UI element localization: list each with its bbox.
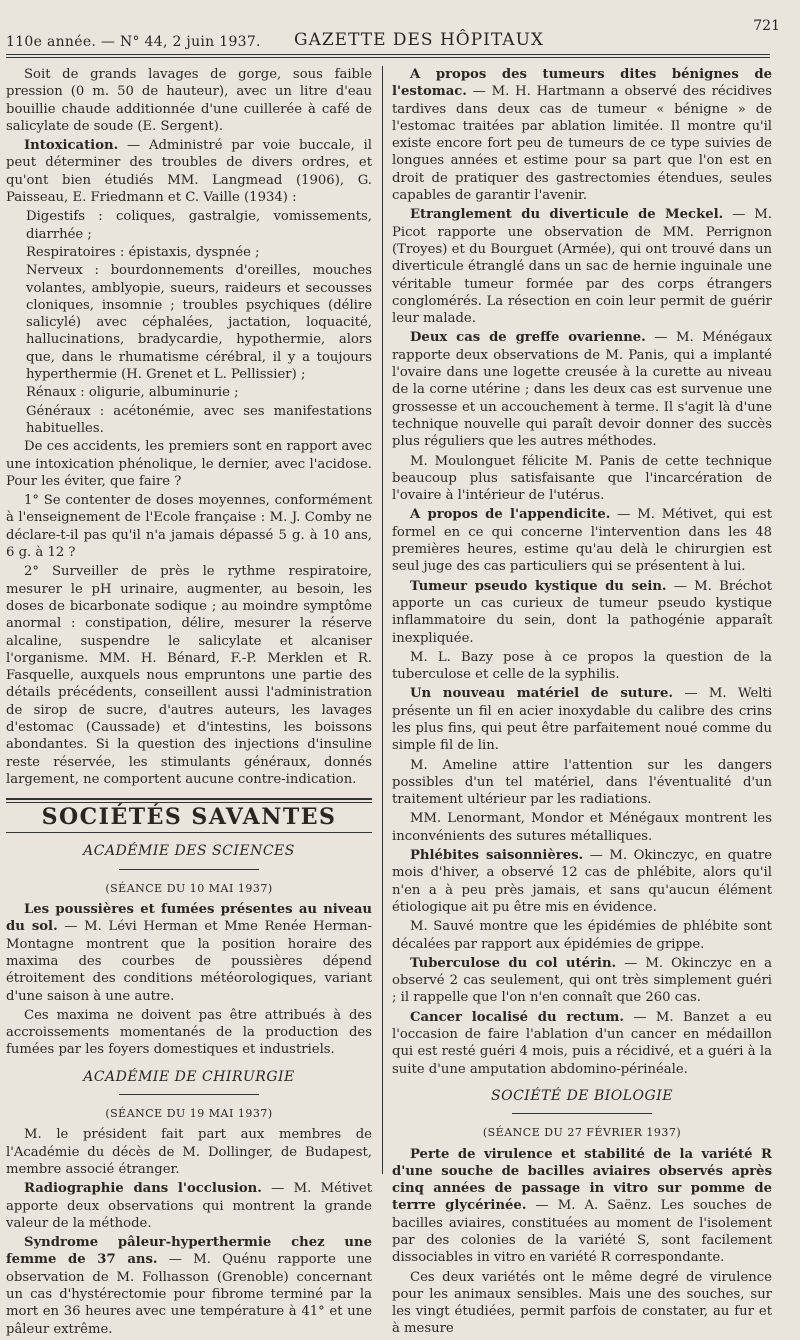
paragraph-greffe: Deux cas de greffe ovarienne. — M. Ménégaux rapporte deux observations de M. Panis, qui a implanté l'ovaire dans une logette creusée à la curette au niveau de la corne utérine ; dans les deux cas est survenue une grossesse et un accouchement à terme. Il s'agit là d'une technique nouvelle qui paraît devoir donner des succès plus réguliers que les autres méthodes. <box>392 330 772 450</box>
list-item-nerveux: Nerveux : bourdonnements d'oreilles, mouches volantes, amblyopie, sueurs, raideurs et secousses cloniques, insomnie ; troubles psychiques (délire salicylé) avec céphalées, jactation, loquacité, hallucinations, bradycardie, hypothermie, alors que, dans le rhumatisme cérébral, il y a toujours hyperthermie (H. Grenet et L. Pellissier) ; <box>26 263 372 383</box>
page-number: 721 <box>753 18 780 34</box>
session-date-sciences: (SÉANCE DU 10 MAI 1937) <box>105 881 273 895</box>
paragraph-sauve: M. Sauvé montre que les épidémies de phlébite sont décalées par rapport aux épidémies de grippe. <box>392 919 772 952</box>
paragraph-moulonguet: M. Moulonguet félicite M. Panis de cette technique beaucoup plus satisfaisante que l'incarcération de l'ovaire à l'intérieur de l'utérus. <box>392 453 772 504</box>
paragraph-tumeurs: A propos des tumeurs dites bénignes de l'estomac. — M. H. Hartmann a observé des récidives tardives dans deux cas de tumeur « bénigne » de l'estomac traitées par ablation limitée. Il montre qu'il existe encore fort peu de tumeurs de ce type suivies de longues années et estime pour sa part que l'on est en droit de pratiquer des gastrectomies étendues, seules capables de garantir l'avenir. <box>392 67 772 204</box>
paragraph-ameline: M. Ameline attire l'attention sur les dangers possibles d'un tel matériel, dans l'éventualité d'un traitement ultérieur par les radiations. <box>392 757 772 808</box>
journal-title: GAZETTE DES HÔPITAUX <box>294 30 545 50</box>
subhead-rule <box>119 869 259 870</box>
paragraph-virulence: Perte de virulence et stabilité de la variété R d'une souche de bacilles aviaires observés après cinq années de passage in vitro sur pomme de terrre glycérinée. — M. A. Saënz. Les souches de bacilles aviaires, constituées au moment de l'isolement par des colonies de la variété S, sont facilement dissociables in vitro en variété R correspondante. <box>392 1146 772 1266</box>
section-rule-bottom <box>6 832 372 833</box>
heading-tuberculose: Tuberculose du col utérin. <box>410 955 617 971</box>
page-header <box>6 18 780 58</box>
list-item-respiratoires: Respiratoires : épistaxis, dyspnée ; <box>26 244 260 260</box>
paragraph-lenormant: MM. Lenormant, Mondor et Ménégaux montrent les inconvénients des sutures métalliques. <box>392 811 772 844</box>
paragraph-maxima: Ces maxima ne doivent pas être attribués à des accroissements momentanés de la production des fumées par les foyers domestiques et industriels. <box>6 1007 372 1058</box>
heading-suture: Un nouveau matériel de suture. <box>410 686 673 702</box>
heading-tumeur-sein: Tumeur pseudo kystique du sein. <box>410 578 667 594</box>
paragraph-surveillance: 2° Surveiller de près le rythme respiratoire, mesurer le pH urinaire, augmenter, au besoin, les doses de bicarbonate sodique ; au moindre symptôme anormal : constipation, délire, mesurer la réserve alcaline, suspendre le salicylate et alcaniser l'organisme. MM. H. Bénard, F.-P. Merklen et R. Fasquelle, auxquels nous empruntons une partie des détails précédents, conseillent aussi l'administration de sirop de sucre, d'autres auteurs, les lavages d'estomac (Caussade) et d'intestins, les boissons abondantes. Si la question des injections d'insuline reste réservée, les stimulants généraux, donnés largement, ne comportent aucune contre-indication. <box>6 564 372 787</box>
issue-info: 110e année. — N° 44, 2 juin 1937. <box>6 34 261 50</box>
paragraph-bazy: M. L. Bazy pose à ce propos la question de la tuberculose et celle de la syphilis. <box>392 649 772 683</box>
paragraph-tuberculose: Tuberculose du col utérin. — M. Okinczyc en a observé 2 cas seulement, qui ont très simplement guéri ; il rappelle que l'on n'en connaît que 260 cas. <box>392 955 772 1006</box>
paragraph-suture: Un nouveau matériel de suture. — M. Welti présente un fil en acier inoxydable du calibre des crins les plus fins, qui peut être parfaitement noué comme du simple fil de lin. <box>392 686 772 754</box>
list-item-digestifs: Digestifs : coliques, gastralgie, vomissements, diarrhée ; <box>26 209 372 242</box>
heading-academie-sciences: ACADÉMIE DES SCIENCES <box>83 843 295 860</box>
session-date-biologie: (SÉANCE DU 27 FÉVRIER 1937) <box>482 1126 682 1140</box>
paragraph-meckel: Etranglement du diverticule de Meckel. — M. Picot rapporte une observation de MM. Perrignon (Troyes) et du Bourguet (Armée), qui ont trouvé dans un diverticule étranglé dans un sac de hernie inguinale une véritable tumeur formée par des corps étrangers conglomérés. La résection en coin leur permit de guérir leur malade. <box>392 207 772 327</box>
paragraph-doses: 1° Se contenter de doses moyennes, conformément à l'enseignement de l'Ecole française : M. J. Comby ne déclare-t-il pas qu'il n'a jamais dépassé 5 g. à 10 ans, 6 g. à 12 ? <box>6 493 372 561</box>
heading-syndrome: Syndrome pâleur-hyperthermie chez une femme de 37 ans. <box>6 1235 372 1268</box>
paragraph-cancer: Cancer localisé du rectum. — M. Banzet a eu l'occasion de faire l'ablation d'un cancer en médaillon qui est resté guéri 4 mois, puis a récidivé, et a guéri à la suite d'une amputation abdomino-périnéale. <box>392 1009 772 1077</box>
heading-intoxication: Intoxication. <box>24 138 119 154</box>
paragraph-accidents: De ces accidents, les premiers sont en rapport avec une intoxication phénolique, le dernier, avec l'acidose. Pour les éviter, que faire ? <box>6 439 372 489</box>
heading-societe-biologie: SOCIÉTÉ DE BIOLOGIE <box>491 1087 673 1104</box>
section-rule <box>6 798 372 800</box>
paragraph-poussieres: Les poussières et fumées présentes au niveau du sol. — M. Lévi Herman et Mme Renée Herman-Montagne montrent que la position horaire des maxima des courbes de poussières dépend étroitement des conditions météorologiques, variant d'une saison à une autre. <box>6 902 372 1004</box>
list-item-generaux: Généraux : acétonémie, avec ses manifestations habituelles. <box>26 403 372 436</box>
heading-virulence: Perte de virulence et stabilité de la variété R d'une souche de bacilles aviaires observés après cinq années de passage in vitro sur pomme de terrre glycérinée. <box>392 1146 772 1214</box>
paragraph-tumeur-sein: Tumeur pseudo kystique du sein. — M. Bréchot apporte un cas curieux de tumeur pseudo kystique inflammatoire du sein, dont la pathogénie apparaît inexpliquée. <box>392 578 772 646</box>
paragraph-varietes: Ces deux variétés ont le même degré de virulence pour les animaux sensibles. Mais une des souches, sur les vingt étudiées, permit parfois de constater, au fur et à mesure <box>392 1269 772 1337</box>
left-column <box>6 66 372 1340</box>
heading-radiographie: Radiographie dans l'occlusion. <box>24 1181 262 1197</box>
subhead-rule <box>119 1094 259 1095</box>
header-rule <box>6 54 770 55</box>
paragraph-intoxication: Intoxication. — Administré par voie buccale, il peut déterminer des troubles de divers ordres, et qu'ont bien étudiés MM. Langmead (1906), G. Paisseau, E. Friedmann et C. Vaille (1934) : <box>6 138 372 206</box>
paragraph-gargle: Soit de grands lavages de gorge, sous faible pression (0 m. 50 de hauteur), avec un litre d'eau bouillie chaude additionnée d'une cuillerée à café de salicylate de soude (E. Sergent). <box>6 67 372 134</box>
paragraph-appendicite: A propos de l'appendicite. — M. Métivet, qui est formel en ce qui concerne l'intervention dans les 48 premières heures, estime qu'au delà le chirurgien est seul juge des cas particuliers qui se présentent à lui. <box>392 507 772 575</box>
paragraph-syndrome: Syndrome pâleur-hyperthermie chez une femme de 37 ans. — M. Quénu rapporte une observation de M. Follıasson (Grenoble) concernant un cas d'hystérectomie pour fibrome terminé par la mort en 36 heures avec une température à 41° et une pâleur extrême. <box>6 1235 372 1337</box>
right-column <box>392 66 772 1340</box>
column-divider <box>382 66 383 1174</box>
section-title-societes: SOCIÉTÉS SAVANTES <box>41 804 337 831</box>
heading-meckel: Etranglement du diverticule de Meckel. <box>410 207 724 223</box>
heading-tumeurs: A propos des tumeurs dites bénignes de l'estomac. <box>392 67 772 100</box>
heading-poussieres: Les poussières et fumées présentes au niveau du sol. <box>6 902 372 935</box>
session-date-chirurgie: (SÉANCE DU 19 MAI 1937) <box>105 1107 273 1121</box>
paragraph-phlebites: Phlébites saisonnières. — M. Okinczyc, en quatre mois d'hiver, a observé 12 cas de phlébite, alors qu'il n'en a à peu près jamais, et sans qu'aucun élément étiologique ait pu être mis en évidence. <box>392 848 772 915</box>
heading-phlebites: Phlébites saisonnières. <box>410 848 584 864</box>
paragraph-radiographie: Radiographie dans l'occlusion. — M. Métivet apporte deux observations qui montrent la grande valeur de la méthode. <box>6 1181 372 1231</box>
header-rule-double <box>6 57 770 58</box>
list-item-renaux: Rénaux : oligurie, albuminurie ; <box>26 385 239 401</box>
heading-appendicite: A propos de l'appendicite. <box>410 507 611 523</box>
heading-cancer: Cancer localisé du rectum. <box>410 1009 624 1025</box>
heading-academie-chirurgie: ACADÉMIE DE CHIRURGIE <box>83 1068 295 1085</box>
paragraph-president: M. le président fait part aux membres de l'Académie du décès de M. Dollinger, de Budapest, membre associé étranger. <box>6 1127 372 1177</box>
heading-greffe: Deux cas de greffe ovarienne. <box>410 330 646 346</box>
subhead-rule <box>512 1113 652 1114</box>
